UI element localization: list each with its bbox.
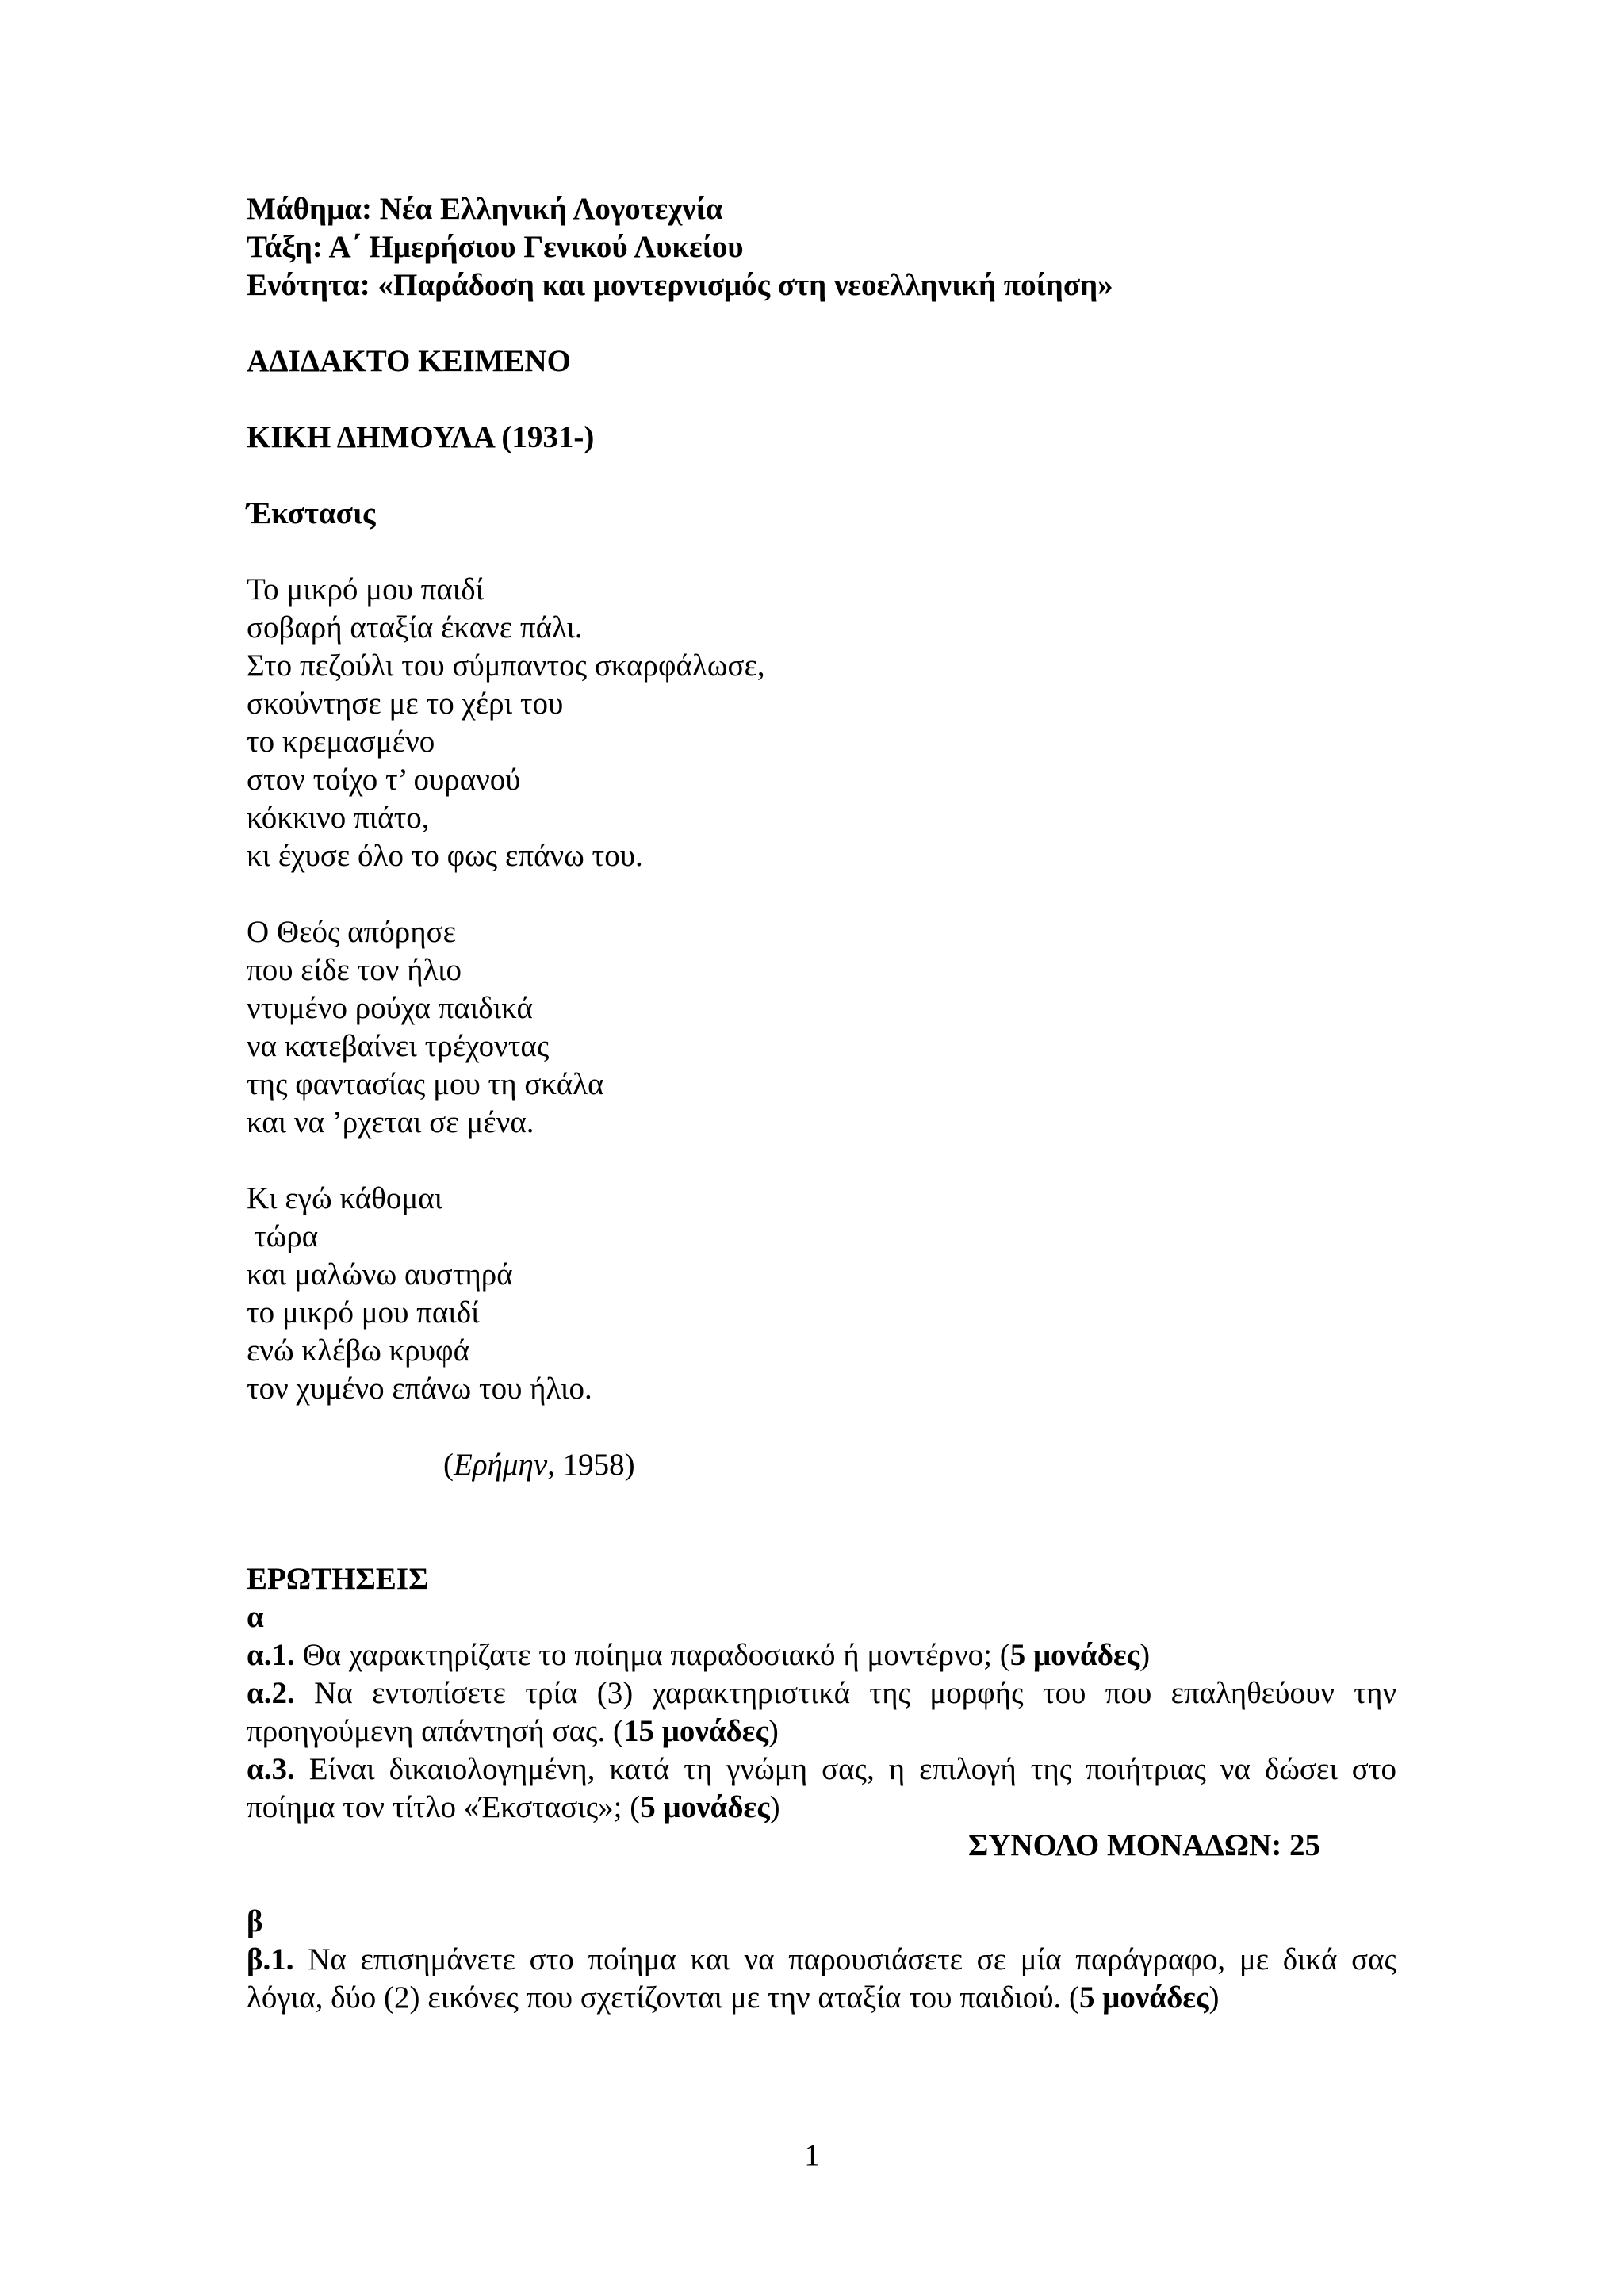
- poem-line: και μαλώνω αυστηρά: [247, 1257, 513, 1292]
- group-a-label: α: [247, 1600, 264, 1634]
- poem-line: και να ’ρχεται σε μένα.: [247, 1105, 534, 1139]
- question-points: 15 μονάδες: [622, 1714, 768, 1748]
- poem-line: ενώ κλέβω κρυφά: [247, 1334, 469, 1368]
- page-number: 1: [804, 2138, 820, 2172]
- question-close: ): [1208, 1980, 1220, 2015]
- author-heading: ΚΙΚΗ ΔΗΜΟΥΛΑ (1931-): [247, 420, 595, 454]
- question-b1: [247, 1941, 1396, 2017]
- citation-year: 1958): [554, 1448, 635, 1482]
- poem-title: Έκστασις: [247, 496, 376, 530]
- question-label: α.2.: [247, 1676, 295, 1710]
- question-text: Να εντοπίσετε τρία (3) χαρακτηριστικά της μορφής του που επαληθεύουν την προηγούμενη απάντησή σας. (: [247, 1676, 1396, 1748]
- question-text: Είναι δικαιολογημένη, κατά τη γνώμη σας, η επιλογή της ποιήτριας να δώσει στο ποίημα τον τίτλο «Έκστασις»; (: [247, 1752, 1396, 1824]
- poem-line: Το μικρό μου παιδί: [247, 572, 485, 607]
- question-label: β.1.: [247, 1942, 294, 1976]
- question-text: Θα χαρακτηρίζατε το ποίημα παραδοσιακό ή μοντέρνο; (: [294, 1638, 1010, 1672]
- subject-line: Μάθημα: Νέα Ελληνική Λογοτεχνία: [247, 192, 723, 226]
- poem-line: Στο πεζούλι του σύμπαντος σκαρφάλωσε,: [247, 649, 765, 683]
- poem-line: το κρεμασμένο: [247, 725, 435, 759]
- question-close: ): [768, 1714, 779, 1748]
- group-a-total: ΣΥΝΟΛΟ ΜΟΝΑΔΩΝ: 25: [967, 1828, 1320, 1862]
- poem-line: στον τοίχο τ’ ουρανού: [247, 763, 521, 797]
- question-label: α.3.: [247, 1752, 295, 1786]
- poem-line: σκούντησε με το χέρι του: [247, 687, 564, 721]
- poem-citation: [247, 1446, 1396, 1484]
- document-body: [247, 190, 1396, 2017]
- question-points: 5 μονάδες: [1079, 1980, 1209, 2015]
- question-close: ): [769, 1790, 780, 1824]
- poem-line: ντυμένο ρούχα παιδικά: [247, 991, 533, 1025]
- poem-line: το μικρό μου παιδί: [247, 1295, 480, 1330]
- unit-line: Ενότητα: «Παράδοση και μοντερνισμός στη νεοελληνική ποίηση»: [247, 268, 1113, 302]
- poem-line: κόκκινο πιάτο,: [247, 801, 430, 835]
- question-a2: [247, 1674, 1396, 1751]
- question-close: ): [1139, 1638, 1151, 1672]
- question-label: α.1.: [247, 1638, 295, 1672]
- class-line: Τάξη: Α΄ Ημερήσιου Γενικού Λυκείου: [247, 230, 744, 264]
- question-points: 5 μονάδες: [640, 1790, 770, 1824]
- poem-line: της φαντασίας μου τη σκάλα: [247, 1067, 604, 1101]
- question-points: 5 μονάδες: [1009, 1638, 1140, 1672]
- poem-line: σοβαρή αταξία έκανε πάλι.: [247, 610, 583, 645]
- poem-stanza-1: [247, 571, 1396, 875]
- group-b-label: β: [247, 1904, 263, 1938]
- question-text: Να επισημάνετε στο ποίημα και να παρουσιάσετε σε μία παράγραφο, με δικά σας λόγια, δύο (2) εικόνες που σχετίζονται με την αταξία του παιδιού. (: [247, 1942, 1396, 2015]
- poem-stanza-2: [247, 913, 1396, 1142]
- poem-line: Ο Θεός απόρησε: [247, 915, 457, 949]
- poem-line: τώρα: [254, 1219, 319, 1253]
- citation-open: (: [443, 1448, 454, 1482]
- questions-title: ΕΡΩΤΗΣΕΙΣ: [247, 1562, 429, 1596]
- question-a1: [247, 1636, 1396, 1674]
- citation-source: Ερήμην,: [454, 1448, 555, 1482]
- poem-line: να κατεβαίνει τρέχοντας: [247, 1029, 550, 1063]
- poem-line: τον χυμένο επάνω του ήλιο.: [247, 1372, 592, 1406]
- poem-stanza-3: [247, 1180, 1396, 1408]
- section-title: ΑΔΙΔΑΚΤΟ ΚΕΙΜΕΝΟ: [247, 344, 571, 378]
- poem-line: Κι εγώ κάθομαι: [247, 1181, 443, 1215]
- poem-line: κι έχυσε όλο το φως επάνω του.: [247, 839, 643, 873]
- poem-line: που είδε τον ήλιο: [247, 953, 462, 987]
- question-a3: [247, 1751, 1396, 1827]
